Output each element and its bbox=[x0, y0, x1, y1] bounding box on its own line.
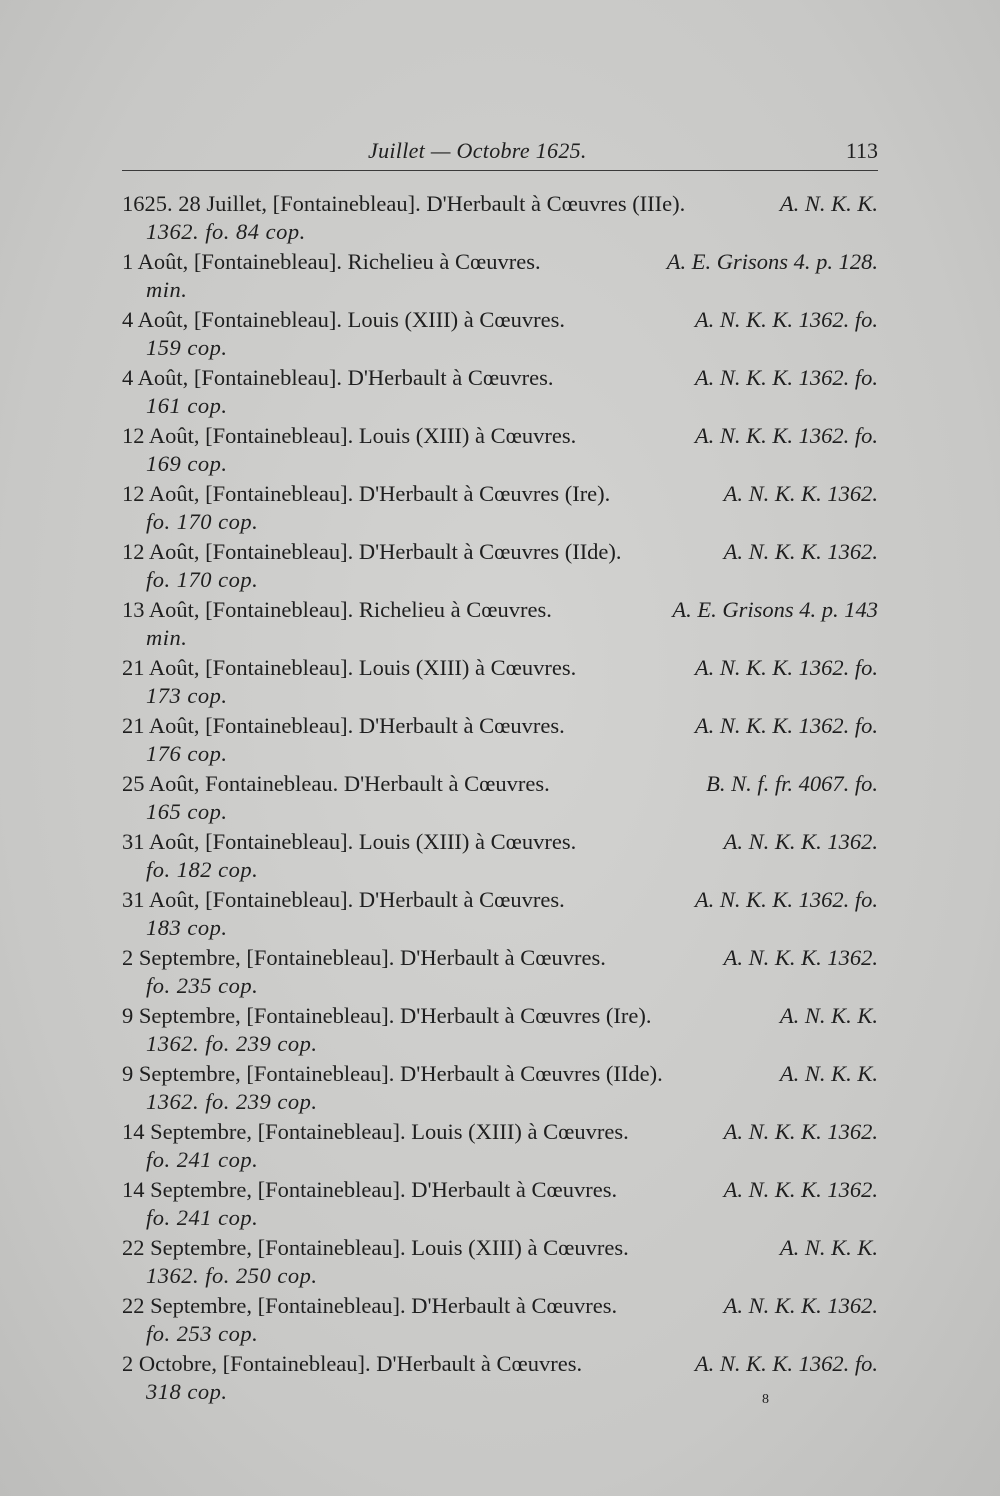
entry-text: 22 Septembre, [Fontainebleau]. D'Herbault à Cœuvres. bbox=[122, 1293, 618, 1318]
entry-first-line bbox=[122, 538, 878, 566]
list-item bbox=[122, 480, 878, 538]
entry-text: 2 Septembre, [Fontainebleau]. D'Herbault à Cœuvres. bbox=[122, 945, 606, 970]
entry-continuation: min. bbox=[146, 277, 188, 302]
entry-first-line bbox=[122, 190, 878, 218]
entry-first-line bbox=[122, 828, 878, 856]
entry-reference: B. N. f. fr. 4067. fo. bbox=[706, 771, 878, 796]
entry-text: 4 Août, [Fontainebleau]. D'Herbault à Cœuvres. bbox=[122, 365, 554, 390]
entry-continuation: fo. 241 cop. bbox=[146, 1147, 259, 1172]
page-header bbox=[122, 138, 878, 170]
entry-reference: A. N. K. K. 1362. bbox=[723, 945, 878, 970]
entry-continuation: 161 cop. bbox=[146, 393, 228, 418]
entry-continuation: 169 cop. bbox=[146, 451, 228, 476]
entry-first-line bbox=[122, 1002, 878, 1030]
list-item bbox=[122, 828, 878, 886]
list-item bbox=[122, 596, 878, 654]
entry-reference: A. N. K. K. 1362. fo. bbox=[694, 887, 878, 912]
entry-text: 25 Août, Fontainebleau. D'Herbault à Cœuvres. bbox=[122, 771, 550, 796]
list-item bbox=[122, 1118, 878, 1176]
entry-reference: A. N. K. K. 1362. bbox=[723, 1119, 878, 1144]
entry-text: 14 Septembre, [Fontainebleau]. Louis (XIII) à Cœuvres. bbox=[122, 1119, 629, 1144]
entry-first-line bbox=[122, 654, 878, 682]
header-rule bbox=[122, 170, 878, 171]
entry-text: 4 Août, [Fontainebleau]. Louis (XIII) à Cœuvres. bbox=[122, 307, 566, 332]
entry-text: 2 Octobre, [Fontainebleau]. D'Herbault à Cœuvres. bbox=[122, 1351, 583, 1376]
entry-reference: A. N. K. K. 1362. bbox=[723, 1293, 878, 1318]
entry-continuation: fo. 170 cop. bbox=[146, 567, 259, 592]
entry-first-line bbox=[122, 248, 878, 276]
entry-text: 31 Août, [Fontainebleau]. Louis (XIII) à Cœuvres. bbox=[122, 829, 577, 854]
entry-continuation: 183 cop. bbox=[146, 915, 228, 940]
list-item bbox=[122, 538, 878, 596]
signature-mark: 8 bbox=[762, 1392, 769, 1407]
list-item bbox=[122, 1060, 878, 1118]
entry-first-line bbox=[122, 1118, 878, 1146]
entry-first-line bbox=[122, 770, 878, 798]
entry-first-line bbox=[122, 712, 878, 740]
entry-first-line bbox=[122, 1292, 878, 1320]
entry-text: 21 Août, [Fontainebleau]. D'Herbault à Cœuvres. bbox=[122, 713, 565, 738]
entry-first-line bbox=[122, 364, 878, 392]
entry-reference: A. N. K. K. 1362. bbox=[723, 829, 878, 854]
entry-continuation: 176 cop. bbox=[146, 741, 228, 766]
entry-reference: A. E. Grisons 4. p. 128. bbox=[666, 249, 878, 274]
list-item bbox=[122, 306, 878, 364]
list-item bbox=[122, 1234, 878, 1292]
list-item bbox=[122, 422, 878, 480]
entry-first-line bbox=[122, 1060, 878, 1088]
list-item bbox=[122, 1176, 878, 1234]
entry-text: 31 Août, [Fontainebleau]. D'Herbault à Cœuvres. bbox=[122, 887, 565, 912]
entry-first-line bbox=[122, 886, 878, 914]
entry-first-line bbox=[122, 944, 878, 972]
entry-text: 9 Septembre, [Fontainebleau]. D'Herbault à Cœuvres (Ire). bbox=[122, 1003, 652, 1028]
entry-text: 13 Août, [Fontainebleau]. Richelieu à Cœuvres. bbox=[122, 597, 552, 622]
entry-text: 1 Août, [Fontainebleau]. Richelieu à Cœuvres. bbox=[122, 249, 541, 274]
list-item bbox=[122, 364, 878, 422]
list-item bbox=[122, 770, 878, 828]
entry-continuation: 159 cop. bbox=[146, 335, 228, 360]
entry-continuation: 165 cop. bbox=[146, 799, 228, 824]
entry-text: 22 Septembre, [Fontainebleau]. Louis (XIII) à Cœuvres. bbox=[122, 1235, 629, 1260]
entry-first-line bbox=[122, 422, 878, 450]
entry-continuation: 1362. fo. 239 cop. bbox=[146, 1089, 318, 1114]
list-item bbox=[122, 944, 878, 1002]
entry-continuation: fo. 253 cop. bbox=[146, 1321, 259, 1346]
entry-continuation: fo. 182 cop. bbox=[146, 857, 259, 882]
entry-reference: A. N. K. K. 1362. fo. bbox=[694, 423, 878, 448]
entry-reference: A. E. Grisons 4. p. 143 bbox=[672, 597, 878, 622]
entry-first-line bbox=[122, 306, 878, 334]
entry-first-line bbox=[122, 1176, 878, 1204]
entry-continuation: fo. 170 cop. bbox=[146, 509, 259, 534]
entry-reference: A. N. K. K. bbox=[779, 1003, 878, 1028]
list-item bbox=[122, 654, 878, 712]
entry-reference: A. N. K. K. 1362. fo. bbox=[694, 1351, 878, 1376]
list-item bbox=[122, 712, 878, 770]
entry-first-line bbox=[122, 480, 878, 508]
entry-text: 12 Août, [Fontainebleau]. Louis (XIII) à Cœuvres. bbox=[122, 423, 577, 448]
list-item bbox=[122, 1002, 878, 1060]
running-title: Juillet — Octobre 1625. bbox=[368, 138, 587, 163]
entry-text: 1625. 28 Juillet, [Fontainebleau]. D'Herbault à Cœuvres (IIIe). bbox=[122, 191, 686, 216]
entry-reference: A. N. K. K. bbox=[779, 191, 878, 216]
entry-reference: A. N. K. K. 1362. fo. bbox=[694, 713, 878, 738]
entry-reference: A. N. K. K. 1362. bbox=[723, 1177, 878, 1202]
entry-text: 21 Août, [Fontainebleau]. Louis (XIII) à Cœuvres. bbox=[122, 655, 577, 680]
entry-reference: A. N. K. K. bbox=[779, 1235, 878, 1260]
entry-continuation: fo. 241 cop. bbox=[146, 1205, 259, 1230]
entry-first-line bbox=[122, 596, 878, 624]
entry-continuation: 1362. fo. 250 cop. bbox=[146, 1263, 318, 1288]
list-item bbox=[122, 886, 878, 944]
page-number: 113 bbox=[845, 138, 878, 163]
list-item bbox=[122, 1292, 878, 1350]
entry-text: 12 Août, [Fontainebleau]. D'Herbault à Cœuvres (Ire). bbox=[122, 481, 611, 506]
entry-text: 12 Août, [Fontainebleau]. D'Herbault à Cœuvres (IIde). bbox=[122, 539, 622, 564]
entry-continuation: min. bbox=[146, 625, 188, 650]
entry-reference: A. N. K. K. 1362. fo. bbox=[694, 655, 878, 680]
entry-continuation: 318 cop. bbox=[146, 1379, 228, 1404]
entry-list bbox=[122, 190, 878, 1408]
entry-first-line bbox=[122, 1350, 878, 1378]
entry-first-line bbox=[122, 1234, 878, 1262]
entry-continuation: 1362. fo. 84 cop. bbox=[146, 219, 306, 244]
list-item bbox=[122, 248, 878, 306]
entry-reference: A. N. K. K. bbox=[779, 1061, 878, 1086]
entry-text: 9 Septembre, [Fontainebleau]. D'Herbault à Cœuvres (IIde). bbox=[122, 1061, 663, 1086]
entry-continuation: 1362. fo. 239 cop. bbox=[146, 1031, 318, 1056]
entry-continuation: fo. 235 cop. bbox=[146, 973, 259, 998]
entry-reference: A. N. K. K. 1362. bbox=[723, 481, 878, 506]
entry-reference: A. N. K. K. 1362. bbox=[723, 539, 878, 564]
entry-text: 14 Septembre, [Fontainebleau]. D'Herbault à Cœuvres. bbox=[122, 1177, 618, 1202]
entry-reference: A. N. K. K. 1362. fo. bbox=[694, 307, 878, 332]
entry-reference: A. N. K. K. 1362. fo. bbox=[694, 365, 878, 390]
entry-continuation: 173 cop. bbox=[146, 683, 228, 708]
list-item bbox=[122, 190, 878, 248]
